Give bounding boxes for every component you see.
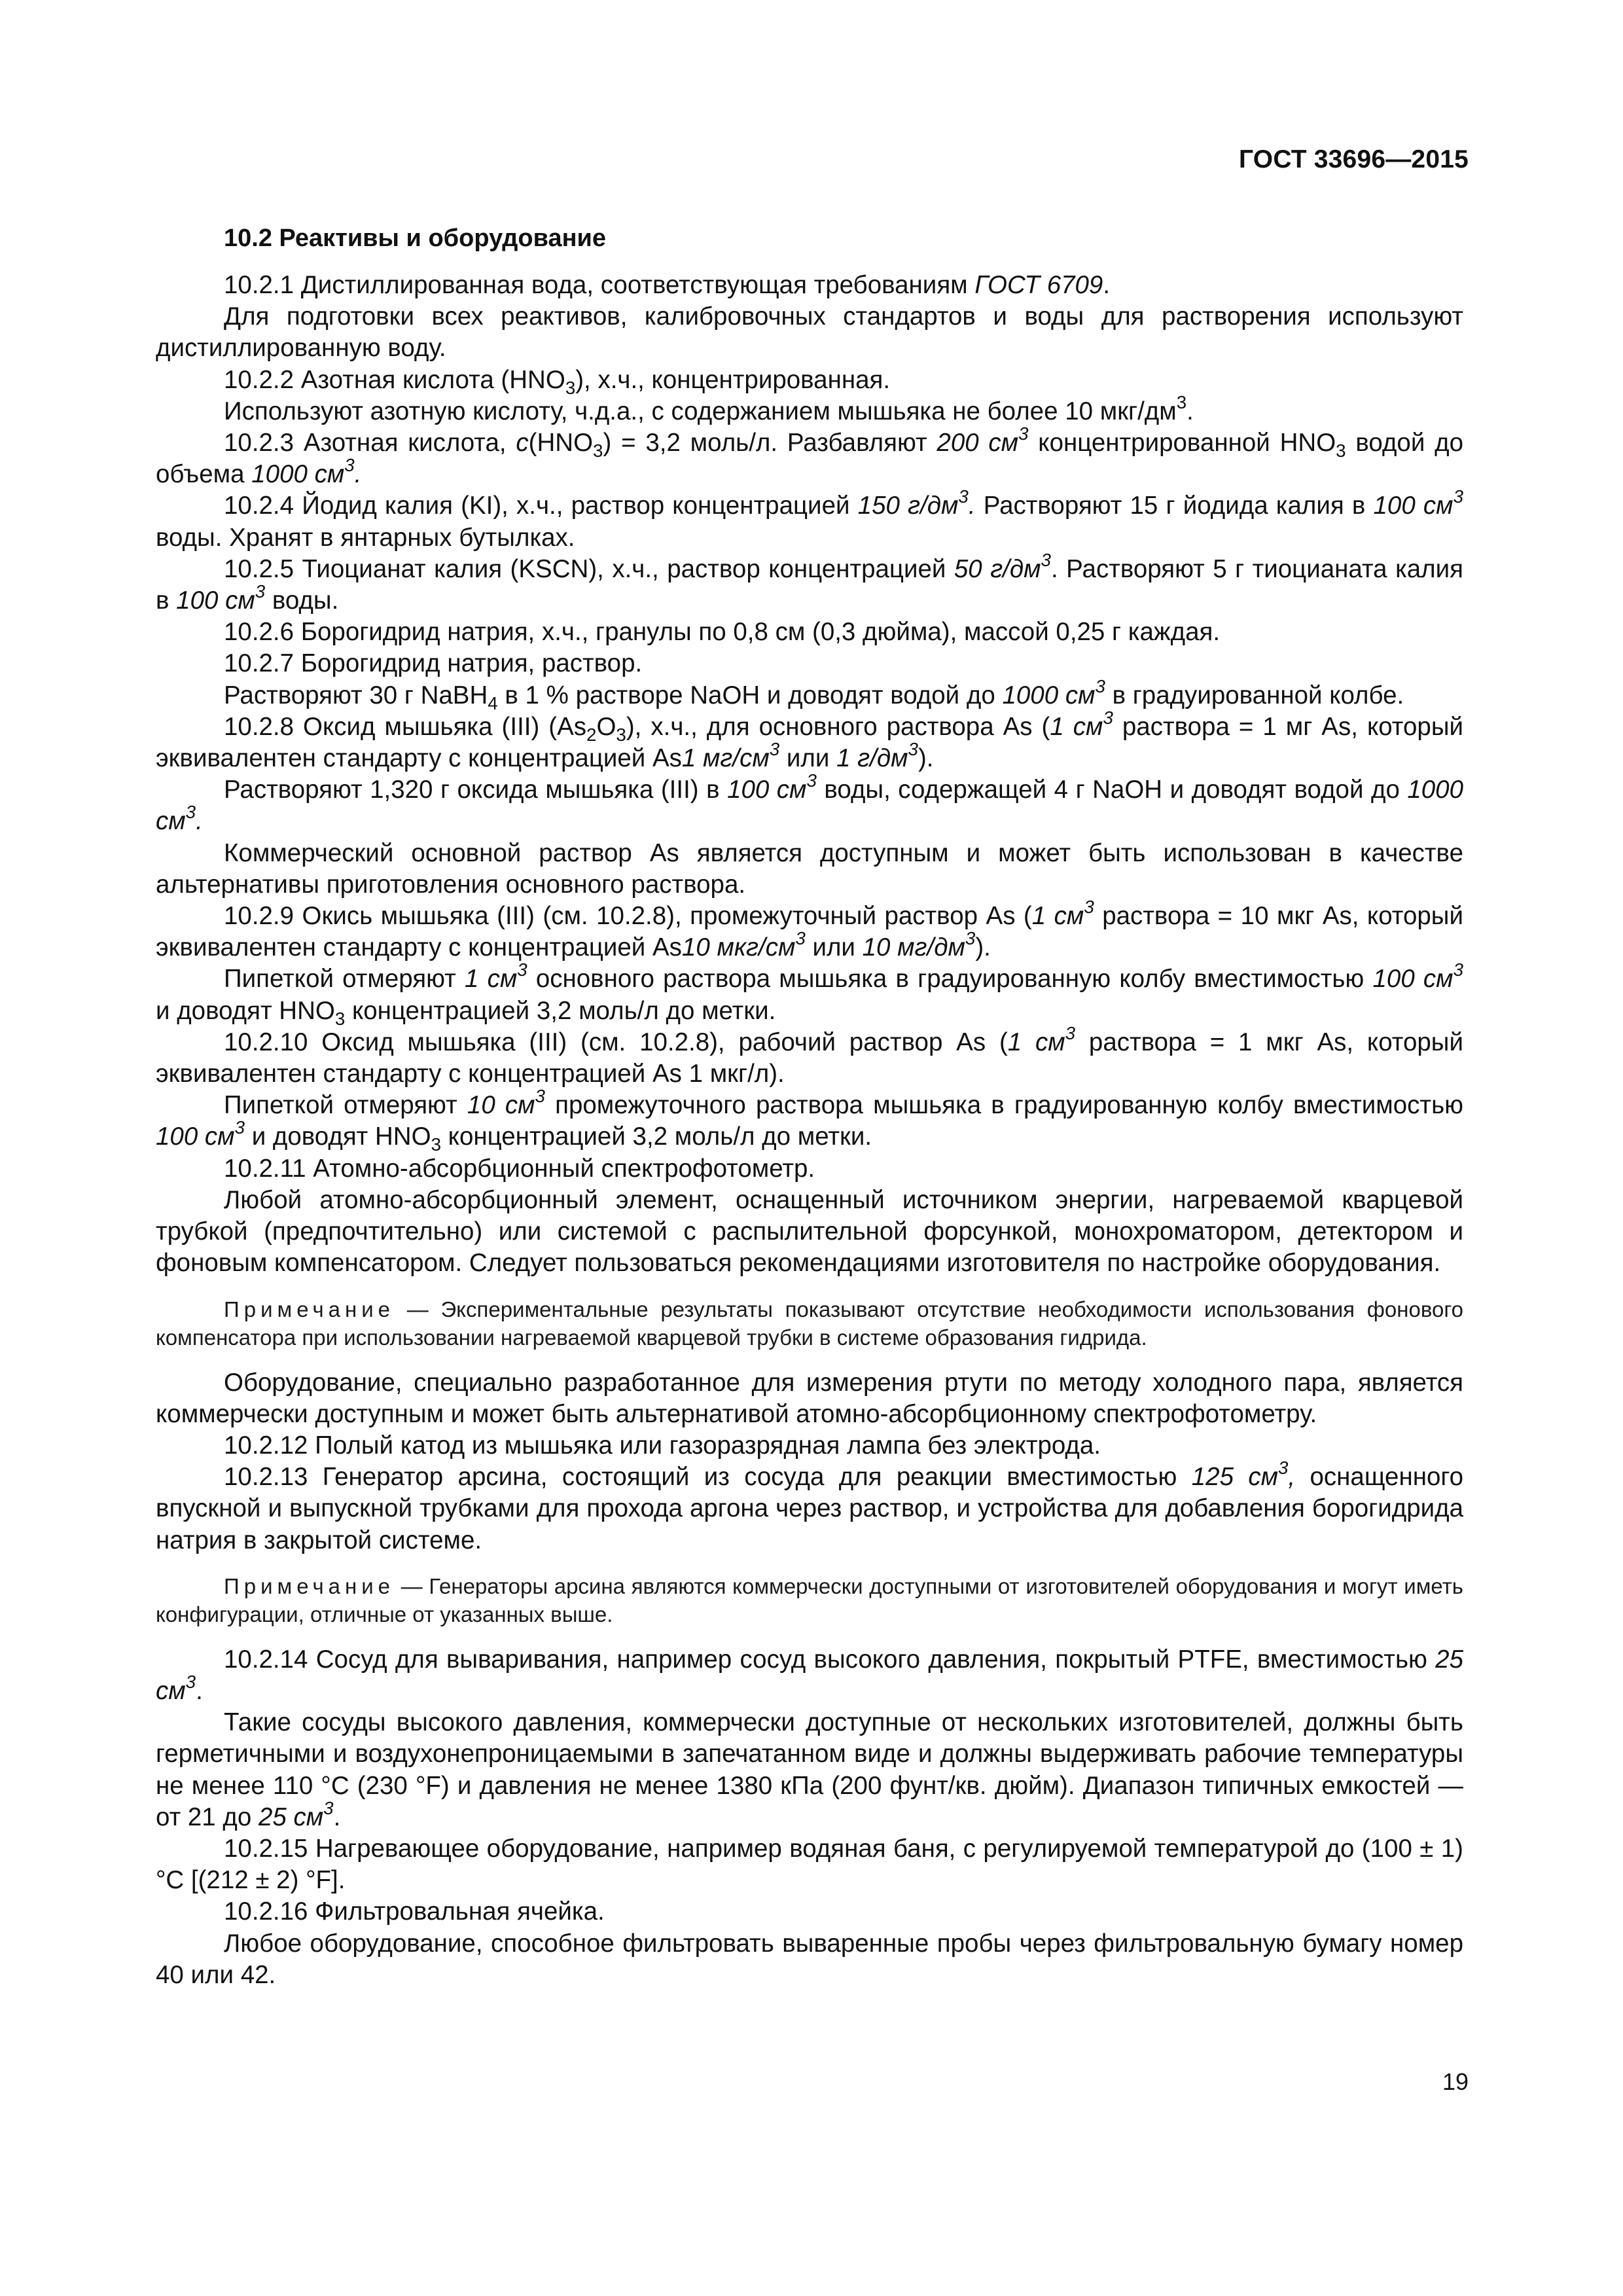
body-paragraph: 10.2.14 Сосуд для вываривания, например сосуд высокого давления, покрытый PTFE, вместимостью 25 $см^3$. bbox=[156, 1645, 1463, 1705]
body-paragraph: 10.2.5 Тиоцианат калия (KSCN), х.ч., раствор концентрацией 50 $г/дм^3$. Растворяют 5 г тиоцианата калия в 100 $см^3$ воды. bbox=[156, 549, 1463, 615]
body-paragraph: 10.2.16 Фильтровальная ячейка. bbox=[224, 1897, 605, 1926]
body-paragraph: 10.2.1 Дистиллированная вода, соответствующая требованиям ГОСТ 6709. bbox=[224, 271, 1111, 299]
body-paragraph: 10.2.15 Нагревающее оборудование, например водяная баня, с регулируемой температурой до (100 ± 1) °C [(212 ± 2) °F]. bbox=[156, 1834, 1463, 1895]
body-paragraph: 10.2.11 Атомно-абсорбционный спектрофотометр. bbox=[224, 1154, 815, 1183]
body-paragraph: 10.2.10 Оксид мышьяка (III) (см. 10.2.8), рабочий раствор As (1 $см^3$ раствора = 1 мкг As, который эквивалентен стандарту с концентрацией As 1 мкг/л). bbox=[156, 1022, 1463, 1088]
body-paragraph: Любой атомно-абсорбционный элемент, оснащенный источником энергии, нагреваемой кварцевой трубкой (предпочтительно) или системой с распылительной форсункой, монохроматором, детектором и фоновым компенсатором. Следует пользоваться рекомендациями изготовителя по настройке оборудования. bbox=[156, 1185, 1463, 1278]
body-paragraph: Такие сосуды высокого давления, коммерчески доступные от нескольких изготовителей, должны быть герметичными и воздухонепроницаемыми в запечатанном виде и должны выдерживать рабочие температуры не менее 110 °C (230 °F) и давления не менее 1380 кПа (200 фунт/кв. дюйм). Диапазон типичных емкостей — от 21 до 25 $см^3$. bbox=[156, 1708, 1463, 1831]
body-paragraph: 10.2.7 Борогидрид натрия, раствор. bbox=[224, 649, 643, 678]
body-paragraph: Растворяют 30 г NaBH$_4$ в 1 % растворе NaOH и доводят водой до 1000 $см^3$ в градуированной колбе. bbox=[224, 675, 1404, 713]
body-paragraph: 10.2.2 Азотная кислота $(HNO_3)$, х.ч., концентрированная. bbox=[224, 365, 891, 398]
body-paragraph: Используют азотную кислоту, ч.д.а., с содержанием мышьяка не более 10 мкг/$дм^3$. bbox=[224, 391, 1194, 425]
page-number: 19 bbox=[1442, 2068, 1469, 2095]
section-body bbox=[156, 270, 1463, 1991]
body-paragraph: Растворяют 1,320 г оксида мышьяка (III) в 100 $см^3$ воды, содержащей 4 г NaOH и доводят водой до 1000 $см^3$. bbox=[156, 770, 1464, 836]
section-heading: 10.2 Реактивы и оборудование bbox=[224, 224, 607, 252]
body-paragraph: 10.2.12 Полый катод из мышьяка или газоразрядная лампа без электрода. bbox=[224, 1431, 1101, 1460]
body-paragraph: Пипеткой отмеряют 10 $см^3$ промежуточного раствора мышьяка в градуированную колбу вместимостью 100 $см^3$ и доводят $HNO_3$ концентрацией 3,2 моль/л до метки. bbox=[156, 1086, 1464, 1155]
body-paragraph: Пипеткой отмеряют 1 $см^3$ основного раствора мышьяка в градуированную колбу вместимостью 100 $см^3$ и доводят $HNO_3$ концентрацией 3,2 моль/л до метки. bbox=[156, 960, 1463, 1029]
note-paragraph: Примечание — Экспериментальные результаты показывают отсутствие необходимости использования фонового компенсатора при использовании нагреваемой кварцевой трубки в системе образования гидрида. bbox=[156, 1297, 1463, 1350]
body-paragraph: 10.2.9 Окись мышьяка (III) (см. 10.2.8), промежуточный раствор As (1 $см^3$ раствора = 10 мкг As, который эквивалентен стандарту с концентрацией As10 мкг/$см^3$ или 10 $мг/дм^3$). bbox=[156, 896, 1463, 962]
body-paragraph: Коммерческий основной раствор As является доступным и может быть использован в качестве альтернативы приготовления основного раствора. bbox=[156, 838, 1463, 899]
page-content bbox=[156, 223, 1463, 1991]
body-paragraph: 10.2.6 Борогидрид натрия, х.ч., гранулы по 0,8 см (0,3 дюйма), массой 0,25 г каждая. bbox=[224, 618, 1221, 647]
body-paragraph: 10.2.4 Йодид калия (KI), х.ч., раствор концентрацией 150 $г/дм^3$. Растворяют 15 г йодида калия в 100 $см^3$ воды. Хранят в янтарных бутылках. bbox=[156, 486, 1463, 552]
body-paragraph: 10.2.13 Генератор арсина, состоящий из сосуда для реакции вместимостью 125 $см^3$, оснащенного впускной и выпускной трубками для прохода аргона через раствор, и устройства для добавления борогидрида натрия в закрытой системе. bbox=[156, 1457, 1464, 1554]
body-paragraph: Любое оборудование, способное фильтровать вываренные пробы через фильтровальную бумагу номер 40 или 42. bbox=[156, 1929, 1463, 1989]
body-paragraph: 10.2.3 Азотная кислота, $c(HNO_3) = 3,2$ моль/л. Разбавляют 200 $см^3$ концентрированной $HNO_3$ водой до объема 1000 $см^3$. bbox=[156, 423, 1464, 489]
body-paragraph: Оборудование, специально разработанное для измерения ртути по методу холодного пара, является коммерчески доступным и может быть альтернативой атомно-абсорбционному спектрофотометру. bbox=[156, 1368, 1463, 1428]
document-code-header: ГОСТ 33696—2015 bbox=[1239, 145, 1469, 173]
body-paragraph: Для подготовки всех реактивов, калибровочных стандартов и воды для растворения используют дистиллированную воду. bbox=[156, 302, 1463, 363]
note-paragraph: Примечание — Генераторы арсина являются коммерчески доступными от изготовителей оборудования и могут иметь конфигурации, отличные от указанных выше. bbox=[156, 1573, 1463, 1626]
body-paragraph: 10.2.8 Оксид мышьяка (III) $(As_2O_3)$, х.ч., для основного раствора As (1 $см^3$ раствора = 1 мг As, который эквивалентен стандарту с концентрацией As1 $мг/см^3$ или 1 $г/дм^3$). bbox=[156, 707, 1463, 773]
